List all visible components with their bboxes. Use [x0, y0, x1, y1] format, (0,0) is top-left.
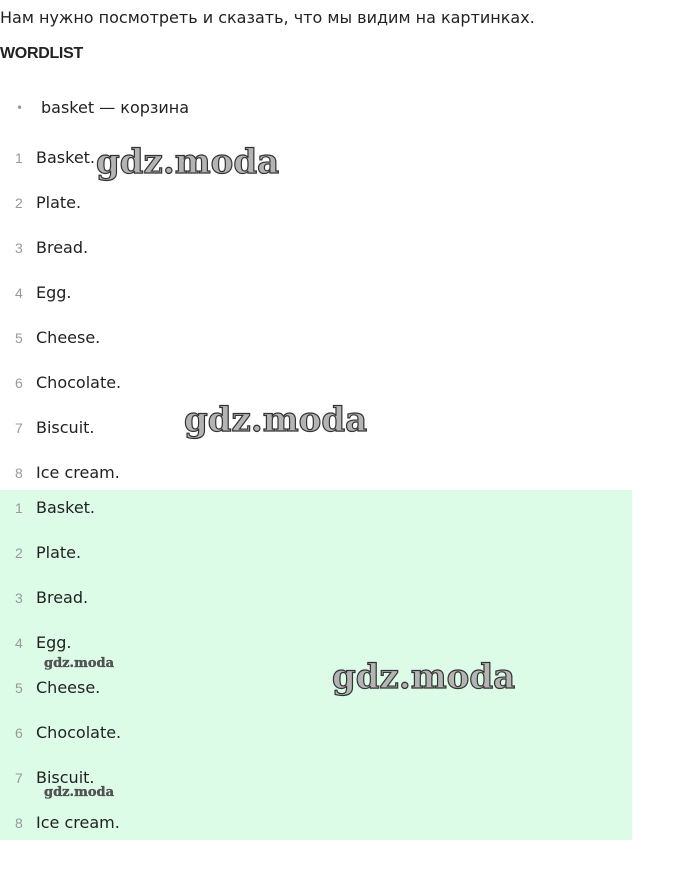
list-item [0, 722, 632, 767]
list-item [0, 192, 632, 237]
item-word: Plate. [36, 193, 82, 212]
task-list [0, 147, 632, 507]
item-number: 5 [15, 680, 23, 696]
item-number: 5 [15, 330, 23, 346]
vocabulary-text: basket — корзина [41, 98, 190, 117]
list-item [0, 812, 632, 857]
item-word: Biscuit. [36, 768, 95, 787]
item-number: 3 [15, 240, 23, 256]
item-number: 2 [15, 545, 23, 561]
item-word: Egg. [36, 283, 72, 302]
item-word: Cheese. [36, 328, 101, 347]
list-item [0, 677, 632, 722]
item-number: 4 [15, 635, 23, 651]
list-item [0, 587, 632, 632]
watermark: gdz.moda [96, 142, 280, 182]
item-number: 8 [15, 815, 23, 831]
list-item [0, 417, 632, 462]
list-item [0, 632, 632, 677]
item-word: Bread. [36, 588, 89, 607]
item-number: 2 [15, 195, 23, 211]
list-item [0, 767, 632, 812]
list-item [0, 237, 632, 282]
list-item [0, 282, 632, 327]
item-number: 8 [15, 465, 23, 481]
item-number: 6 [15, 725, 23, 741]
item-word: Ice cream. [36, 813, 120, 832]
item-word: Basket. [36, 148, 96, 167]
item-number: 1 [15, 500, 23, 516]
item-number: 3 [15, 590, 23, 606]
item-number: 6 [15, 375, 23, 391]
item-word: Basket. [36, 498, 96, 517]
watermark: gdz.moda [332, 657, 516, 697]
bullet-icon: • [16, 101, 24, 115]
item-number: 4 [15, 285, 23, 301]
item-number: 1 [15, 150, 23, 166]
list-item [0, 542, 632, 587]
item-number: 7 [15, 770, 23, 786]
item-word: Chocolate. [36, 373, 122, 392]
wordlist-heading: WORDLIST [0, 45, 83, 62]
item-word: Bread. [36, 238, 89, 257]
list-item [0, 147, 632, 192]
item-number: 7 [15, 420, 23, 436]
list-item [0, 372, 632, 417]
list-item [0, 327, 632, 372]
item-word: Chocolate. [36, 723, 122, 742]
watermark: gdz.moda [184, 400, 368, 440]
vocabulary-item [0, 96, 400, 120]
intro-text: Нам нужно посмотреть и сказать, что мы видим на картинках. [0, 8, 535, 27]
watermark-small: gdz.moda [44, 785, 115, 800]
item-word: Cheese. [36, 678, 101, 697]
list-item [0, 497, 632, 542]
item-word: Egg. [36, 633, 72, 652]
watermark-small: gdz.moda [44, 656, 115, 671]
item-word: Plate. [36, 543, 82, 562]
item-word: Biscuit. [36, 418, 95, 437]
item-word: Ice cream. [36, 463, 120, 482]
answer-block [0, 490, 632, 840]
